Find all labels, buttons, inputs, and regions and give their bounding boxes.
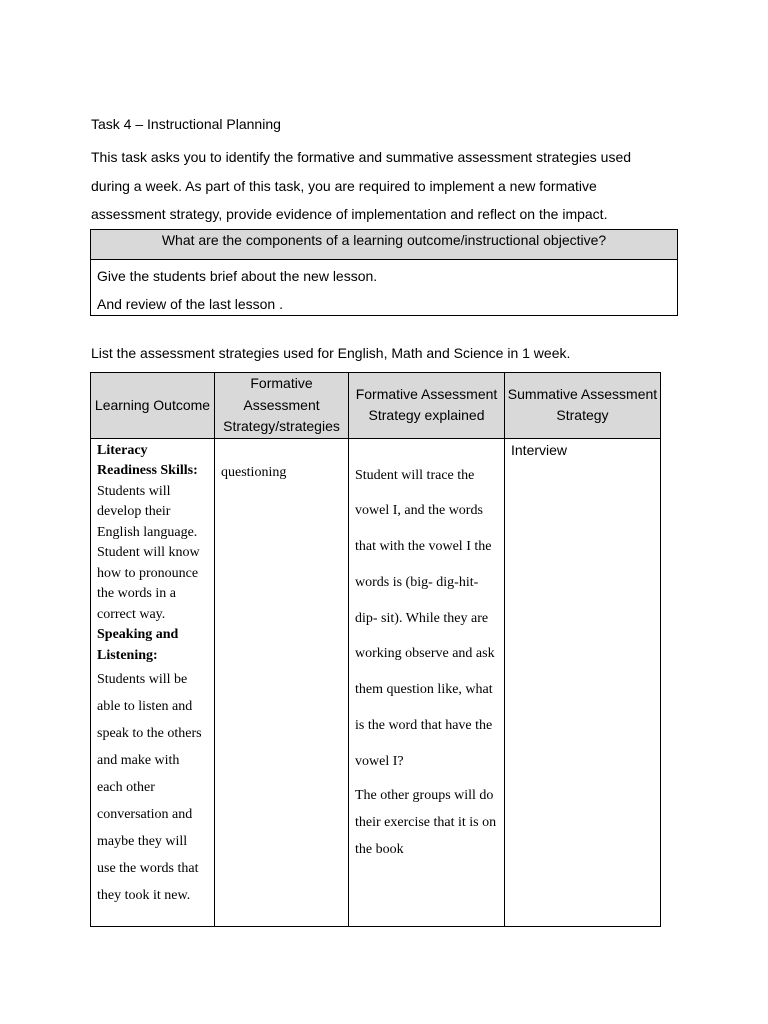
task-title: Task 4 – Instructional Planning	[91, 116, 281, 132]
formative-explained-text-2: The other groups will do their exercise that it is on the book	[355, 787, 497, 857]
table-header-row	[91, 373, 661, 439]
question-answer	[91, 260, 677, 318]
formative-explained-text: Student will trace the vowel I, and the words that with the vowel I the words is (big- dig-hit- dip- sit). While they are working observe and ask them question like, what is the word that have the vowel I?	[355, 467, 495, 769]
cell-learning-outcome	[91, 438, 215, 926]
cell-formative-strategy	[215, 438, 349, 926]
assessment-strategies-table	[90, 372, 661, 927]
task-intro-line: assessment strategy, provide evidence of implementation and reflect on the impact.	[91, 206, 608, 222]
task-intro-line: This task asks you to identify the formative and summative assessment strategies used	[91, 149, 632, 165]
answer-line: Give the students brief about the new lesson.	[97, 268, 378, 284]
learning-outcome-question-box	[90, 229, 678, 316]
task-intro-line: during a week. As part of this task, you are required to implement a new formative	[91, 177, 597, 194]
header-learning-outcome: Learning Outcome	[91, 373, 215, 439]
header-formative-explained: Formative Assessment Strategy explained	[349, 373, 505, 439]
cell-summative-strategy: Interview	[505, 438, 661, 926]
header-formative-strategies: Formative Assessment Strategy/strategies	[215, 373, 349, 439]
task-intro	[91, 143, 691, 229]
table-row	[91, 438, 661, 926]
answer-line: And review of the last lesson .	[97, 296, 283, 312]
outcome-heading-speaking: Speaking and Listening:	[97, 627, 179, 663]
outcome-text-speaking: Students will be able to listen and speak to the others and make with each other conversation and maybe they will use the words that they took it new.	[97, 672, 202, 903]
cell-formative-explained	[349, 438, 505, 926]
outcome-heading-literacy: Literacy Readiness Skills:	[97, 442, 198, 478]
formative-strategy-text: questioning	[221, 464, 287, 480]
question-heading: What are the components of a learning outcome/instructional objective?	[91, 230, 677, 260]
header-summative-strategy: Summative Assessment Strategy	[505, 373, 661, 439]
outcome-text-literacy: Students will develop their English language. Student will know how to pronounce the words in a correct way.	[97, 483, 200, 622]
list-intro: List the assessment strategies used for English, Math and Science in 1 week.	[91, 345, 571, 361]
